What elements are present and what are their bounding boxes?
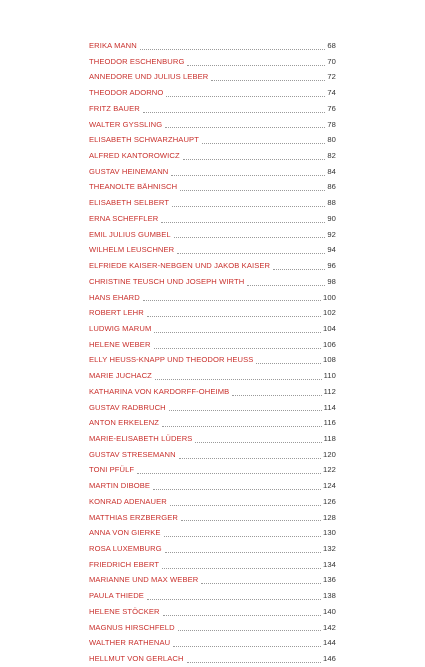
toc-entry-name: HELENE WEBER (89, 339, 151, 349)
toc-entry-name: ANNEDORE UND JULIUS LEBER (89, 72, 209, 82)
toc-entry-name: ERNA SCHEFFLER (89, 213, 159, 223)
toc-entry-name: TONI PFÜLF (89, 465, 135, 475)
toc-entry[interactable] (89, 85, 336, 101)
toc-entry-page-number: 98 (327, 276, 336, 286)
toc-entry-name: MATTHIAS ERZBERGER (89, 512, 178, 522)
toc-entry-page-number: 114 (323, 402, 336, 412)
toc-entry-page-number: 80 (327, 135, 336, 145)
toc-entry[interactable] (89, 101, 336, 117)
toc-entry-page-number: 76 (327, 103, 336, 113)
dot-leader (162, 567, 321, 569)
toc-entry-name: HANS EHARD (89, 292, 140, 302)
toc-entry-name: FRIEDRICH EBERT (89, 559, 160, 569)
toc-entry[interactable] (89, 164, 336, 180)
dot-leader (171, 174, 325, 176)
dot-leader (165, 126, 325, 128)
toc-entry[interactable] (89, 274, 336, 290)
dot-leader (180, 189, 325, 191)
toc-entry-page-number: 112 (323, 386, 336, 396)
toc-entry[interactable] (89, 478, 336, 494)
dot-leader (164, 535, 321, 537)
toc-entry-name: THEODOR ADORNO (89, 88, 164, 98)
dot-leader (169, 409, 322, 411)
toc-entry-name: LUDWIG MARUM (89, 323, 152, 333)
dot-leader (154, 347, 321, 349)
toc-entry[interactable] (89, 132, 336, 148)
dot-leader (155, 378, 322, 380)
toc-entry-name: MARIANNE UND MAX WEBER (89, 575, 199, 585)
toc-entry[interactable] (89, 604, 336, 620)
toc-entry-page-number: 102 (323, 308, 336, 318)
dot-leader (140, 48, 326, 50)
toc-entry[interactable] (89, 242, 336, 258)
dot-leader (177, 252, 325, 254)
toc-entry-page-number: 74 (327, 88, 336, 98)
toc-entry-name: PAULA THIEDE (89, 591, 144, 601)
dot-leader (178, 629, 321, 631)
toc-entry-page-number: 134 (323, 559, 336, 569)
toc-entry[interactable] (89, 572, 336, 588)
dot-leader (187, 661, 321, 663)
toc-entry-name: GUSTAV RADBRUCH (89, 402, 166, 412)
dot-leader (165, 551, 321, 553)
toc-entry-name: HELENE STÖCKER (89, 606, 160, 616)
toc-entry[interactable] (89, 447, 336, 463)
toc-entry[interactable] (89, 69, 336, 85)
toc-entry-page-number: 82 (327, 151, 336, 161)
toc-entry-name: ELISABETH SELBERT (89, 198, 170, 208)
toc-entry[interactable] (89, 38, 336, 54)
toc-entry[interactable] (89, 258, 336, 274)
toc-entry-name: KATHARINA VON KARDORFF-OHEIMB (89, 386, 230, 396)
toc-entry[interactable] (89, 117, 336, 133)
toc-entry-page-number: 106 (323, 339, 336, 349)
toc-entry-page-number: 128 (323, 512, 336, 522)
toc-entry-page-number: 146 (323, 654, 336, 664)
toc-entry-page-number: 138 (323, 591, 336, 601)
dot-leader (162, 425, 322, 427)
toc-entry-page-number: 78 (327, 119, 336, 129)
toc-entry[interactable] (89, 179, 336, 195)
toc-entry-name: EMIL JULIUS GUMBEL (89, 229, 171, 239)
toc-entry-page-number: 68 (327, 41, 336, 50)
toc-entry-page-number: 72 (327, 72, 336, 82)
toc-entry-name: ANTON ERKELENZ (89, 418, 160, 428)
dot-leader (174, 236, 326, 238)
dot-leader (183, 158, 326, 160)
dot-leader (153, 488, 321, 490)
toc-entry-page-number: 120 (323, 449, 336, 459)
toc-entry-name: ROBERT LEHR (89, 308, 144, 318)
toc-entry[interactable] (89, 227, 336, 243)
dot-leader (187, 64, 325, 66)
dot-leader (137, 472, 321, 474)
toc-entry[interactable] (89, 148, 336, 164)
dot-leader (166, 95, 325, 97)
toc-entry-name: MAGNUS HIRSCHFELD (89, 622, 175, 632)
toc-entry[interactable] (89, 494, 336, 510)
toc-entry-name: GUSTAV STRESEMANN (89, 449, 176, 459)
toc-entry-name: MARTIN DIBOBE (89, 481, 151, 491)
toc-entry-name: ANNA VON GIERKE (89, 528, 161, 538)
toc-entry-name: FRITZ BAUER (89, 103, 140, 113)
toc-entry-name: ELFRIEDE KAISER-NEBGEN UND JAKOB KAISER (89, 261, 271, 271)
toc-entry-page-number: 110 (323, 371, 336, 381)
toc-entry-name: ROSA LUXEMBURG (89, 544, 162, 553)
toc-entry-page-number: 144 (323, 638, 336, 648)
toc-entry-page-number: 108 (323, 355, 336, 365)
toc-entry-page-number: 92 (327, 229, 336, 239)
toc-entry-page-number: 86 (327, 182, 336, 192)
toc-entry-page-number: 70 (327, 56, 336, 66)
dot-leader (172, 205, 325, 207)
toc-entry-page-number: 124 (323, 481, 336, 491)
dot-leader (154, 331, 321, 333)
toc-entry-page-number: 116 (323, 418, 336, 428)
dot-leader (211, 79, 325, 81)
toc-entry[interactable] (89, 557, 336, 573)
toc-entry-page-number: 96 (327, 261, 336, 271)
toc-entry[interactable] (89, 368, 336, 384)
toc-entry-name: THEODOR ESCHENBURG (89, 56, 185, 66)
toc-entry[interactable] (89, 541, 336, 557)
dot-leader (247, 284, 325, 286)
toc-entry[interactable] (89, 195, 336, 211)
toc-entry-page-number: 84 (327, 166, 336, 176)
toc-entry-page-number: 136 (323, 575, 336, 585)
toc-entry[interactable] (89, 588, 336, 604)
dot-leader (173, 645, 321, 647)
toc-entry[interactable] (89, 525, 336, 541)
dot-leader (201, 582, 321, 584)
toc-entry[interactable] (89, 415, 336, 431)
toc-entry[interactable] (89, 337, 336, 353)
toc-entry-name: WALTHER RATHENAU (89, 638, 171, 648)
dot-leader (143, 299, 321, 301)
toc-entry[interactable] (89, 290, 336, 306)
toc-entry-name: ELISABETH SCHWARZHAUPT (89, 135, 199, 145)
toc-entry-page-number: 88 (327, 198, 336, 208)
dot-leader (161, 221, 325, 223)
toc-entry-name: ERIKA MANN (89, 41, 137, 50)
dot-leader (143, 111, 325, 113)
toc-entry[interactable] (89, 384, 336, 400)
toc-entry-page-number: 100 (323, 292, 336, 302)
toc-entry-page-number: 132 (323, 544, 336, 553)
toc-entry-page-number: 118 (323, 433, 336, 443)
dot-leader (202, 142, 325, 144)
toc-entry-name: WALTER GYSSLING (89, 119, 163, 129)
toc-entry-name: WILHELM LEUSCHNER (89, 245, 175, 255)
toc-entry-page-number: 94 (327, 245, 336, 255)
toc-entry-name: ALFRED KANTOROWICZ (89, 151, 180, 161)
dot-leader (256, 362, 321, 364)
toc-entry-page-number: 90 (327, 213, 336, 223)
toc-entry-page-number: 130 (323, 528, 336, 538)
toc-entry-name: MARIE-ELISABETH LÜDERS (89, 433, 193, 443)
toc-entry[interactable] (89, 352, 336, 368)
toc-entry-name: THEANOLTE BÄHNISCH (89, 182, 178, 192)
toc-entry[interactable] (89, 400, 336, 416)
toc-entry-name: KONRAD ADENAUER (89, 496, 167, 506)
toc-entry[interactable] (89, 510, 336, 526)
toc-entry-name: HELLMUT VON GERLACH (89, 654, 184, 664)
toc-entry[interactable] (89, 635, 336, 651)
toc-entry[interactable] (89, 651, 336, 667)
toc-entry-page-number: 122 (323, 465, 336, 475)
toc-entry[interactable] (89, 620, 336, 636)
toc-entry-page-number: 126 (323, 496, 336, 506)
dot-leader (163, 614, 321, 616)
toc-entry-name: MARIE JUCHACZ (89, 371, 152, 381)
toc-entry[interactable] (89, 211, 336, 227)
toc-entry-page-number: 104 (323, 323, 336, 333)
toc-entry[interactable] (89, 54, 336, 70)
toc-entry-name: ELLY HEUSS-KNAPP UND THEODOR HEUSS (89, 355, 254, 365)
toc-entry[interactable] (89, 462, 336, 478)
toc-entry-name: CHRISTINE TEUSCH UND JOSEPH WIRTH (89, 276, 245, 286)
dot-leader (195, 441, 321, 443)
dot-leader (232, 394, 321, 396)
toc-entry-page-number: 142 (323, 622, 336, 632)
toc-entry[interactable] (89, 431, 336, 447)
dot-leader (181, 519, 321, 521)
dot-leader (179, 457, 321, 459)
dot-leader (170, 504, 321, 506)
table-of-contents (89, 38, 336, 667)
toc-entry[interactable] (89, 321, 336, 337)
dot-leader (273, 268, 325, 270)
dot-leader (147, 315, 321, 317)
toc-entry-page-number: 140 (323, 606, 336, 616)
toc-entry-name: GUSTAV HEINEMANN (89, 166, 169, 176)
toc-entry[interactable] (89, 305, 336, 321)
